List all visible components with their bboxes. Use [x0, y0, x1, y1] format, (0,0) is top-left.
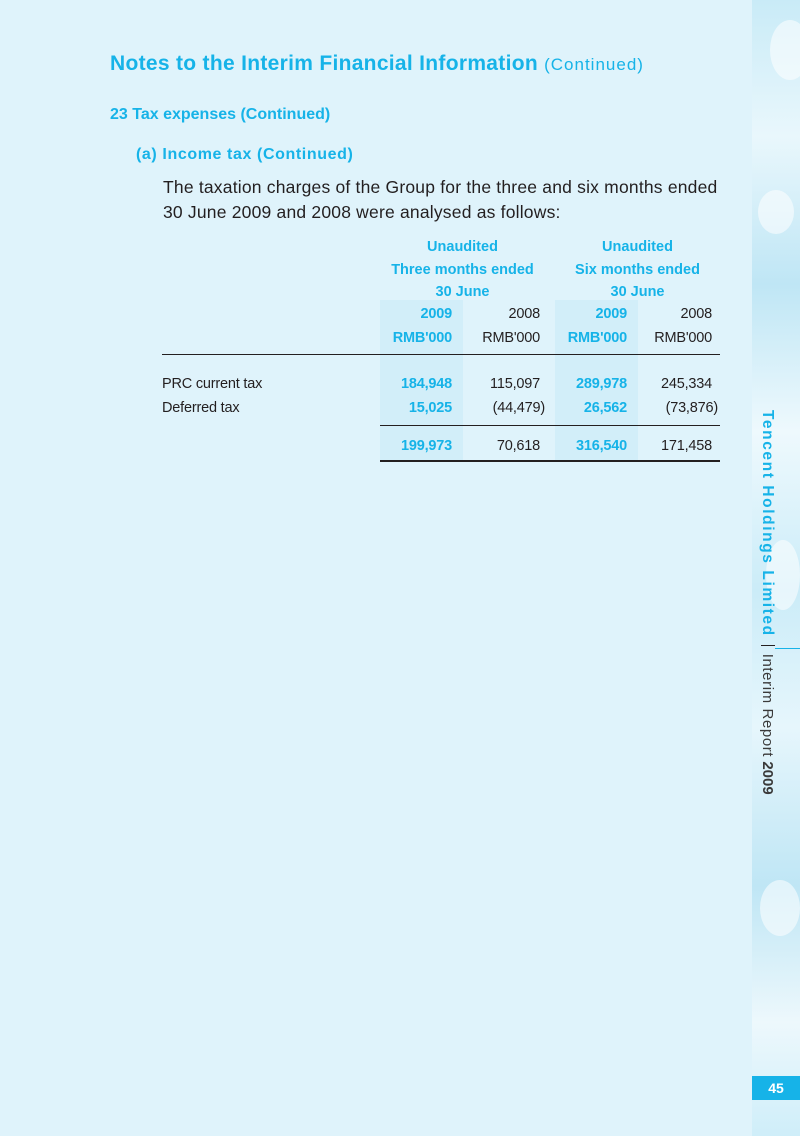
section-continued: (Continued) [240, 106, 331, 123]
group-header-three-months [380, 236, 545, 304]
page-title-main: Notes to the Interim Financial Information [110, 52, 538, 75]
intro-paragraph: The taxation charges of the Group for the three and six months ended 30 June 2009 and 2008 were analysed as follows: [163, 177, 718, 222]
column-unit: RMB'000 [567, 330, 627, 346]
table-cell: (73,876) [665, 400, 718, 416]
page-title-continued: (Continued) [544, 55, 644, 74]
group-header-six-months [555, 236, 720, 304]
column-unit: RMB'000 [482, 330, 540, 346]
group-header-line: Three months ended [391, 261, 534, 278]
column-year: 2009 [595, 306, 627, 322]
column-year: 2008 [680, 306, 712, 322]
subsection-heading: (a) Income tax (Continued) [136, 146, 354, 163]
table-cell: 184,948 [400, 376, 452, 392]
column-unit: RMB'000 [392, 330, 452, 346]
table-cell: 115,097 [490, 376, 540, 392]
total-cell: 199,973 [400, 438, 452, 454]
column-year: 2009 [420, 306, 452, 322]
header-rule [162, 354, 720, 355]
group-header-line: 30 June [610, 284, 665, 300]
sidebar-report: Interim Report [759, 653, 776, 758]
total-cell: 171,458 [660, 438, 712, 454]
sidebar-running-title [758, 410, 776, 795]
column-unit: RMB'000 [654, 330, 712, 346]
row-label: Deferred tax [162, 400, 240, 416]
cloud-decoration [758, 190, 794, 234]
page-title [110, 52, 644, 76]
total-cell: 70,618 [496, 438, 540, 454]
row-label: PRC current tax [162, 376, 263, 392]
table-cell: 15,025 [408, 400, 452, 416]
section-heading [110, 106, 330, 124]
table-cell: (44,479) [492, 400, 545, 416]
section-name: Tax expenses [132, 106, 237, 123]
cloud-decoration [760, 880, 800, 936]
sidebar-separator [761, 645, 775, 646]
page-number: 45 [752, 1076, 800, 1100]
group-header-line: Unaudited [427, 239, 498, 255]
group-header-line: Six months ended [575, 261, 700, 278]
sidebar-year: 2009 [759, 761, 776, 795]
sidebar-tick [775, 648, 800, 649]
column-year: 2008 [508, 306, 540, 322]
table-cell: 289,978 [575, 376, 627, 392]
group-header-line: 30 June [435, 284, 490, 300]
section-number: 23 [110, 106, 128, 123]
table-cell: 26,562 [583, 400, 627, 416]
total-cell: 316,540 [575, 438, 627, 454]
group-header-line: Unaudited [602, 239, 673, 255]
sidebar-company: Tencent Holdings Limited [759, 410, 776, 637]
total-rule [380, 460, 720, 462]
subtotal-rule [380, 425, 720, 426]
table-cell: 245,334 [660, 376, 712, 392]
